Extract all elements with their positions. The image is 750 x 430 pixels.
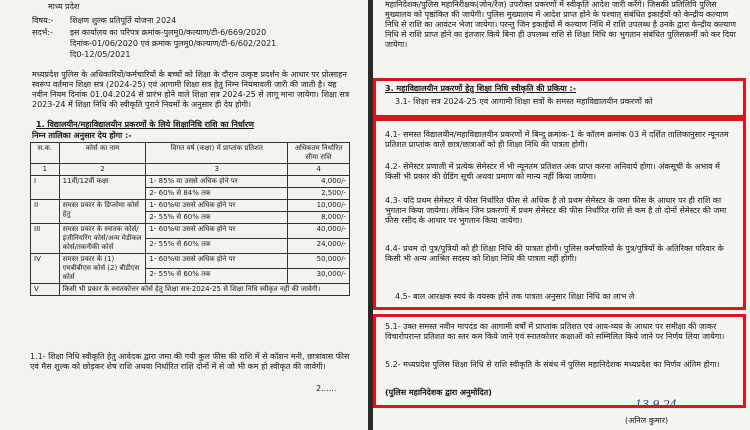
row-amount: 10,000/- <box>288 200 350 212</box>
row-criteria: 2- 55% से 60% तक <box>146 212 288 224</box>
allowance-table <box>30 142 350 296</box>
subject-text: शिक्षण शुल्क प्रतिपूर्ति योजना 2024 <box>70 16 177 25</box>
row-criteria: 2- 55% से 60% तक <box>146 269 288 284</box>
row-amount: 24,000/- <box>288 239 350 254</box>
row-amount: 50,000/- <box>288 254 350 269</box>
section-3-heading: 3. महाविद्यालयीन प्रकरणों हेतु शिक्षा निधि स्वीकृति की प्रकिया :- <box>385 84 577 93</box>
row-criteria: 2- 60% से 84% तक <box>146 188 288 200</box>
paragraph-4-1: 4.1- समस्त विद्यालयीन/महाविद्यालयीन प्रकरणों में बिन्दु क्रमांक-1 के कॉलम क्रमांक 03 में दर्शित तालिकानुसार न्यूनतम प्रतिशत प्राप्तांक वाले छात्र/छात्राओं को ही शिक्षा निधि की पात्रता होगी। <box>385 130 729 149</box>
highlight-box-section-4 <box>373 118 746 310</box>
row-note: किसी भी प्रकार के स्नातकोत्तर कोर्स हेतु शिक्षा सत्र-2024-25 से शिक्षा निधि स्वीकृत नहीं की जावेगी। <box>59 284 349 296</box>
row-amount: 2,500/- <box>288 188 350 200</box>
row-serial: IV <box>31 254 60 284</box>
reference-line-1: इस कार्यालय का परिपत्र क्रमांक-पुलमु0/कल्याण/टी-6/669/2020 <box>70 28 267 37</box>
intro-paragraph: मध्यप्रदेश पुलिस के अधिकारियों/कर्मचारियों के बच्चों को शिक्षा के दौरान उत्कृष्ट प्रदर्शन के आधार पर प्रोत्साहन स्वरूप वर्तमान शिक्षा सत्र (2024-25) एवं आगामी शिक्षा सत्र हेतु निम्न नियमावली जारी की जाती है। यह नवीन नियम दिनांक 01.04.2024 से प्रारंभ होने वाले शिक्षा सत्र 2024-25 से लागू माना जायेगा। शिक्षा सत्र 2023-24 में शिक्षा निधि की स्वीकृति पुराने नियमों के अनुसार ही देय होगी। <box>32 70 350 109</box>
table-row <box>31 224 350 239</box>
row-criteria: 2- 55% से 60% तक <box>146 239 288 254</box>
reference-label: सदर्भ:- <box>32 28 53 37</box>
paragraph-1-1: 1.1- शिक्षा निधि स्वीकृति हेतु आवेदक द्वारा जमा की गयी कुल फीस की राशि में से कॉशन मनी, छात्रावास फीस एवं मैस शुल्क को छोड़कर शेष राशि अथवा निर्धारित राशि दोनों में से जो भी कम हो स्वीकृत की जावेगी। <box>30 352 350 371</box>
paragraph-5-2: 5.2- मध्यप्रदेश पुलिस शिक्षा निधि से राशि स्वीकृति के संबंध में पुलिस महानिदेशक मध्यप्रदेश का निर्णय अंतिम होगा। <box>385 360 720 369</box>
column-number: 1 <box>31 164 60 176</box>
paragraph-4-3: 4.3- यदि प्रथम सेमेस्टर में फीस निर्धारित फीस से अधिक है तो प्रथम सेमेस्टर के जमा फीस के आधार पर ही राशि का भुगतान किया जायेगा। लेकिन जिन प्रकरणों में प्रथम सेमेस्टर की फीस निर्धारित राशि से कम है तो दोनों सेमेस्टर की जमा फीस रसीद के आधार पर भुगतान किया जायेगा। <box>385 196 727 225</box>
paragraph-4-5: 4.5- बाल आरक्षक स्वयं के वयस्क होने तक पात्रता अनुसार शिक्षा निधि का लाभ ले <box>395 292 635 301</box>
row-criteria: 1- 60%या उससे अधिक होने पर <box>146 254 288 269</box>
column-number: 4 <box>288 164 350 176</box>
row-course: 11वीं/12वीं कक्षा <box>59 176 146 200</box>
paragraph-3-1: 3.1- शिक्षा सत्र 2024-25 एवं आगामी शिक्षा सत्रों के समस्त महाविद्यालयीन प्रकरणों को <box>395 97 653 106</box>
row-amount: 8,000/- <box>288 212 350 224</box>
row-criteria: 1- 85% या उससे अधिक होने पर <box>146 176 288 188</box>
row-criteria: 1- 60%या उससे अधिक होने पर <box>146 224 288 239</box>
row-criteria: 1- 60%या उससे अधिक होने पर <box>146 200 288 212</box>
table-header: अधिकतम निर्धारित सीमा राशि <box>288 143 350 164</box>
paragraph-4-4: 4.4- प्रथम दो पुत्र/पुत्रियों को ही शिक्षा निधि की पात्रता होगी। पुलिस कर्मचारियों के पुत्र/पुत्रियों के अतिरिक्त परिवार के किसी भी अन्य आश्रित सदस्य को शिक्षा निधि की पात्रता नहीं होगी। <box>385 244 724 263</box>
paragraph-5-1: 5.1- उक्त समस्त नवीन मापदंड का आगामी वर्षों में प्राप्तांक प्रतिशत एवं आय-व्यय के आधार पर समीक्षा की जाकर विचारोपरान्त प्रतिशत का स्तर कम किये जाने एवं स्नातकोत्तर कक्षाओं को सम्मिलित किये जाने पर निर्णय लिया जायेगा। <box>385 322 725 341</box>
table-column-number-row <box>31 164 350 176</box>
table-header: कोर्स का नाम <box>59 143 146 164</box>
table-header: विगत वर्ष (कक्षा) में प्राप्तांक प्रतिशत <box>146 143 288 164</box>
row-course: समस्त प्रकार के (1) एमबीबीएस कोर्स (2) बीडीएस कोर्स <box>59 254 146 284</box>
row-amount: 30,000/- <box>288 269 350 284</box>
row-serial: V <box>31 284 60 296</box>
highlight-box-section-3 <box>373 78 746 118</box>
table-row <box>31 284 350 296</box>
reference-line-2: दिनांक-01/06/2020 एवं क्रमांक पुलमु0/कल्याण/टी-6/602/2021 <box>70 39 277 48</box>
column-number: 3 <box>146 164 288 176</box>
row-serial: III <box>31 224 60 254</box>
row-course: समस्त प्रकार के डिप्लोमा कोर्स हेतु <box>59 200 146 224</box>
section-1-heading: 1. विद्यालयीन/महाविद्यालयीन प्रकरणों के लिये शिक्षानिधि राशि का निर्धारण <box>36 120 254 129</box>
paragraph-4-2: 4.2- सेमेस्टर प्रणाली में प्रत्येक सेमेस्टर में भी न्यूनतम प्रतिशत अंक प्राप्त करना अनिवार्य होगा। अंकसूची के अभाव में किसी भी प्रकार की ग्रेडिंग सूची अथवा प्रमाण को मान्य नहीं किया जायेगा। <box>385 162 720 181</box>
approval-note: (पुलिस महानिदेशक द्वारा अनुमोदित) <box>385 388 492 397</box>
left-document-page <box>0 0 368 430</box>
row-amount: 40,000/- <box>288 224 350 239</box>
table-row <box>31 200 350 212</box>
top-line: माध्य प्रदेश <box>48 2 80 11</box>
highlight-box-section-5 <box>373 314 746 408</box>
subject-label: विषय:- <box>32 16 54 25</box>
table-header-row <box>31 143 350 164</box>
row-serial: I <box>31 176 60 200</box>
row-course: समस्त प्रकार के स्नातक कोर्स/ इंजीनियरिंग कोर्स/अन्य मेडीकल कोर्स/तकनीकी कोर्स <box>59 224 146 254</box>
reference-line-3: दि0-12/05/2021 <box>70 50 131 59</box>
table-row <box>31 176 350 188</box>
signature: 13.9.24 <box>635 398 677 411</box>
column-number: 2 <box>59 164 146 176</box>
table-header: स.क. <box>31 143 60 164</box>
section-1-subheading: निम्न तालिका अनुसार देय होगा :- <box>32 131 132 140</box>
top-paragraph: महानिदेशक/पुलिस महानिरीक्षक(जोन/रेंज) उपरोक्त प्रकरणों में स्वीकृति आदेश जारी करेंगे। जिसकी प्रतिलिपि पुलिस मुख्यालय को पृष्ठांकित की जायेगी। पुलिस मुख्यालय में आदेश प्राप्त होने के पश्चात् संबंधित इकाईयों को केन्द्रीय कल्याण निधि से राशि का आवंटन भेजा जायेगा। परन्तु जिन इकाईयों में कल्याण निधि में राशि उपलब्ध है उनके द्वारा केन्द्रीय कल्याण निधि से राशि प्राप्त होने का इंतजार किये बिना ही उपलब्ध राशि से शिक्षा निधि का भुगतान संबंधित पुलिसकर्मी को कर दिया जायेगा। <box>385 0 737 49</box>
row-serial: II <box>31 200 60 224</box>
signer-name: (अनिल कुमार) <box>625 416 669 425</box>
page-number: 2...... <box>316 384 337 393</box>
table-row <box>31 254 350 269</box>
row-amount: 4,000/- <box>288 176 350 188</box>
